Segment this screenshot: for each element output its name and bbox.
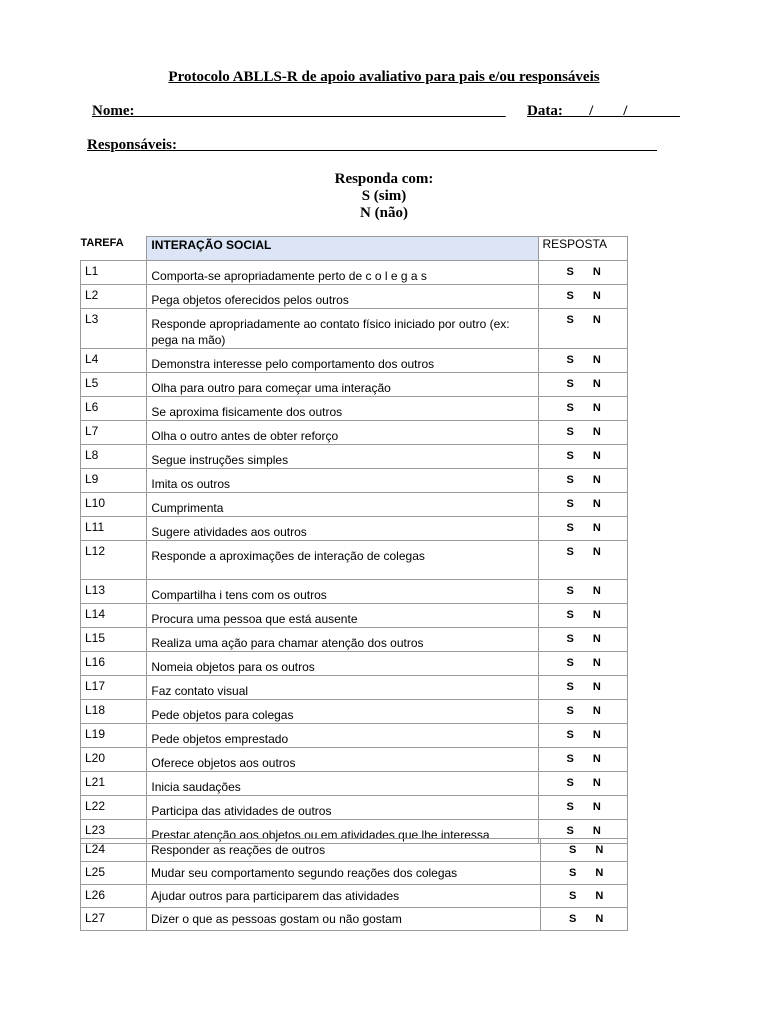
answer-yes[interactable]: S: [566, 633, 574, 645]
social-interaction-table-continued: [80, 838, 628, 931]
response-cell: [538, 628, 628, 652]
response-cell: [538, 772, 628, 796]
task-description: Pede objetos emprestado: [147, 724, 538, 748]
table-row: [81, 700, 628, 724]
response-cell: [538, 604, 628, 628]
answer-no[interactable]: N: [592, 801, 601, 813]
table-row: [81, 349, 628, 373]
answer-yes[interactable]: S: [566, 450, 574, 462]
task-id: L5: [81, 373, 147, 397]
header-response: RESPOSTA: [538, 237, 628, 261]
response-cell: [538, 700, 628, 724]
task-description: Ajudar outros para participarem das atividades: [147, 885, 541, 908]
table-row: [81, 397, 628, 421]
answer-yes[interactable]: S: [566, 378, 574, 390]
answer-yes[interactable]: S: [566, 474, 574, 486]
answer-yes[interactable]: S: [566, 498, 574, 510]
answer-no[interactable]: N: [592, 354, 601, 366]
option-no: N (não): [360, 205, 408, 221]
task-id: L6: [81, 397, 147, 421]
task-description: Segue instruções simples: [147, 445, 538, 469]
answer-yes[interactable]: S: [566, 777, 574, 789]
table-row: [81, 604, 628, 628]
responsible-line[interactable]: [87, 137, 657, 154]
response-cell: [538, 309, 628, 349]
answer-no[interactable]: N: [592, 378, 601, 390]
answer-no[interactable]: N: [592, 585, 601, 597]
answer-no[interactable]: N: [595, 913, 604, 925]
answer-yes[interactable]: S: [566, 426, 574, 438]
answer-yes[interactable]: S: [569, 867, 577, 879]
response-cell: [538, 261, 628, 285]
table-row: [81, 309, 628, 349]
answer-yes[interactable]: S: [566, 657, 574, 669]
task-description: Participa das atividades de outros: [147, 796, 538, 820]
task-id: L14: [81, 604, 147, 628]
answer-yes[interactable]: S: [566, 609, 574, 621]
task-id: L25: [81, 862, 147, 885]
header-task: TAREFA: [81, 237, 147, 261]
answer-yes[interactable]: S: [566, 705, 574, 717]
response-cell: [538, 349, 628, 373]
document-title: Protocolo ABLLS-R de apoio avaliativo para pais e/ou responsáveis: [168, 69, 600, 85]
table-row: [81, 421, 628, 445]
response-cell: [538, 469, 628, 493]
answer-no[interactable]: N: [592, 314, 601, 326]
answer-yes[interactable]: S: [566, 402, 574, 414]
answer-yes[interactable]: S: [566, 729, 574, 741]
respond-with-label: Responda com:: [334, 171, 434, 187]
answer-no[interactable]: N: [595, 890, 604, 902]
table-row: [81, 628, 628, 652]
answer-yes[interactable]: S: [566, 825, 574, 837]
table-row: [81, 517, 628, 541]
task-description: Responde apropriadamente ao contato físico iniciado por outro (ex: pega na mão): [147, 309, 538, 349]
table-row: [81, 676, 628, 700]
answer-yes[interactable]: S: [566, 314, 574, 326]
table-row: [81, 445, 628, 469]
task-id: L13: [81, 580, 147, 604]
answer-no[interactable]: N: [592, 266, 601, 278]
table-row: [81, 285, 628, 309]
name-line[interactable]: [92, 103, 528, 120]
task-description: Mudar seu comportamento segundo reações dos colegas: [147, 862, 541, 885]
answer-no[interactable]: N: [592, 777, 601, 789]
task-description: Responder as reações de outros: [147, 839, 541, 862]
table-row: [81, 580, 628, 604]
answer-no[interactable]: N: [595, 867, 604, 879]
response-cell: [538, 445, 628, 469]
task-id: L24: [81, 839, 147, 862]
task-id: L7: [81, 421, 147, 445]
table-row: [81, 261, 628, 285]
response-cell: [538, 541, 628, 580]
response-cell: [538, 397, 628, 421]
response-cell: [538, 493, 628, 517]
task-description: Se aproxima fisicamente dos outros: [147, 397, 538, 421]
responsible-label: Responsáveis:: [87, 137, 178, 153]
table-row: [81, 541, 628, 580]
task-id: L1: [81, 261, 147, 285]
table-row: [81, 796, 628, 820]
table-row: [81, 652, 628, 676]
answer-yes[interactable]: S: [566, 522, 574, 534]
task-description: Oferece objetos aos outros: [147, 748, 538, 772]
task-description: Pede objetos para colegas: [147, 700, 538, 724]
task-id: L27: [81, 908, 147, 931]
task-description: Prestar atenção aos objetos ou em atividades que lhe interessa: [147, 820, 538, 844]
answer-yes[interactable]: S: [566, 681, 574, 693]
task-description: Inicia saudações: [147, 772, 538, 796]
response-cell: [541, 862, 628, 885]
task-id: L20: [81, 748, 147, 772]
response-cell: [538, 517, 628, 541]
task-id: L15: [81, 628, 147, 652]
answer-no[interactable]: N: [592, 633, 601, 645]
date-line[interactable]: Data: / /: [527, 103, 628, 119]
date-label: Data:: [527, 103, 563, 119]
response-cell: [538, 724, 628, 748]
task-description: Imita os outros: [147, 469, 538, 493]
answer-yes[interactable]: S: [566, 585, 574, 597]
response-cell: [538, 373, 628, 397]
response-cell: [541, 839, 628, 862]
task-description: Nomeia objetos para os outros: [147, 652, 538, 676]
response-cell: [538, 748, 628, 772]
task-id: L17: [81, 676, 147, 700]
answer-yes[interactable]: S: [569, 890, 577, 902]
answer-yes[interactable]: S: [566, 266, 574, 278]
answer-no[interactable]: N: [592, 426, 601, 438]
table-row: [81, 493, 628, 517]
answer-no[interactable]: N: [592, 522, 601, 534]
task-id: L12: [81, 541, 147, 580]
task-description: Faz contato visual: [147, 676, 538, 700]
task-id: L18: [81, 700, 147, 724]
response-cell: [538, 652, 628, 676]
table-row: [81, 469, 628, 493]
task-description: Olha o outro antes de obter reforço: [147, 421, 538, 445]
task-description: Demonstra interesse pelo comportamento dos outros: [147, 349, 538, 373]
task-id: L16: [81, 652, 147, 676]
answer-no[interactable]: N: [592, 753, 601, 765]
respond-instructions: [0, 171, 768, 222]
task-description: Pega objetos oferecidos pelos outros: [147, 285, 538, 309]
task-id: L26: [81, 885, 147, 908]
answer-yes[interactable]: S: [566, 546, 574, 558]
task-id: L3: [81, 309, 147, 349]
table-row: [81, 373, 628, 397]
table-row: [81, 748, 628, 772]
table-row: [81, 908, 628, 931]
task-description: Responde a aproximações de interação de colegas: [147, 541, 538, 580]
task-description: Comporta-se apropriadamente perto de c o l e g a s: [147, 261, 538, 285]
answer-no[interactable]: N: [592, 681, 601, 693]
response-cell: [541, 885, 628, 908]
task-id: L19: [81, 724, 147, 748]
answer-no[interactable]: N: [592, 657, 601, 669]
answer-yes[interactable]: S: [566, 290, 574, 302]
task-description: Procura uma pessoa que está ausente: [147, 604, 538, 628]
task-description: Olha para outro para começar uma interação: [147, 373, 538, 397]
answer-no[interactable]: N: [592, 729, 601, 741]
answer-no[interactable]: N: [592, 609, 601, 621]
task-description: Compartilha i tens com os outros: [147, 580, 538, 604]
task-id: L2: [81, 285, 147, 309]
answer-no[interactable]: N: [592, 402, 601, 414]
task-description: Dizer o que as pessoas gostam ou não gostam: [147, 908, 541, 931]
header-area: INTERAÇÃO SOCIAL: [147, 237, 538, 261]
social-interaction-table: [80, 236, 628, 844]
task-description: Cumprimenta: [147, 493, 538, 517]
answer-no[interactable]: N: [592, 546, 601, 558]
answer-no[interactable]: N: [592, 450, 601, 462]
task-id: L22: [81, 796, 147, 820]
answer-yes[interactable]: S: [566, 753, 574, 765]
task-id: L8: [81, 445, 147, 469]
response-cell: [538, 580, 628, 604]
table-row: [81, 839, 628, 862]
answer-yes[interactable]: S: [566, 801, 574, 813]
task-id: L23: [81, 820, 147, 844]
option-yes: S (sim): [361, 188, 407, 204]
response-cell: [541, 908, 628, 931]
table-row: [81, 862, 628, 885]
name-label: Nome:: [92, 103, 135, 119]
answer-no[interactable]: N: [592, 825, 601, 837]
answer-yes[interactable]: S: [566, 354, 574, 366]
task-id: L9: [81, 469, 147, 493]
table-row: [81, 772, 628, 796]
task-description: Realiza uma ação para chamar atenção dos outros: [147, 628, 538, 652]
table-header-row: [81, 237, 628, 261]
answer-no[interactable]: N: [592, 705, 601, 717]
answer-yes[interactable]: S: [569, 913, 577, 925]
table-row: [81, 885, 628, 908]
response-cell: [538, 421, 628, 445]
task-id: L21: [81, 772, 147, 796]
response-cell: [538, 676, 628, 700]
task-description: Sugere atividades aos outros: [147, 517, 538, 541]
task-id: L11: [81, 517, 147, 541]
response-cell: [538, 285, 628, 309]
answer-no[interactable]: N: [592, 498, 601, 510]
task-id: L10: [81, 493, 147, 517]
answer-yes[interactable]: S: [569, 844, 577, 856]
response-cell: [538, 796, 628, 820]
answer-no[interactable]: N: [592, 290, 601, 302]
table-row: [81, 724, 628, 748]
task-id: L4: [81, 349, 147, 373]
answer-no[interactable]: N: [592, 474, 601, 486]
answer-no[interactable]: N: [595, 844, 604, 856]
